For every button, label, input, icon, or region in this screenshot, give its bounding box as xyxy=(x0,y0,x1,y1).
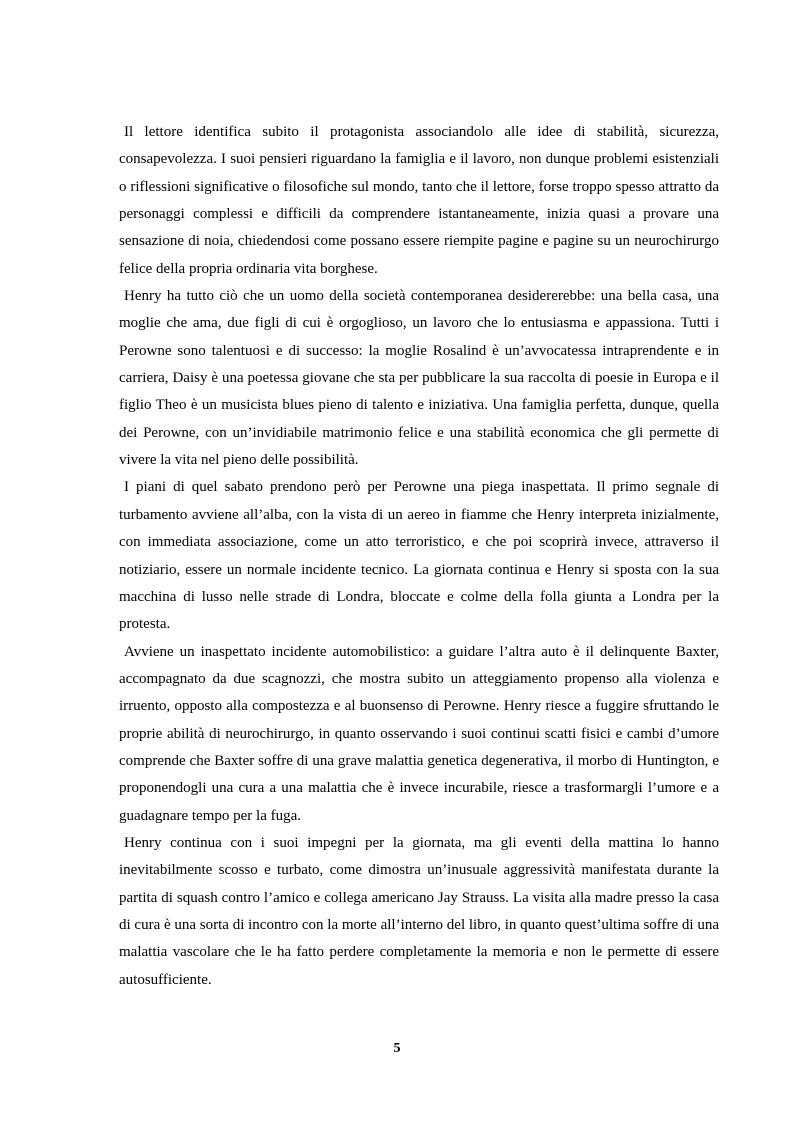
paragraph-saturday: I piani di quel sabato prendono però per Perowne una piega inaspettata. Il primo segnale di turbamento avviene all’alba, con la vista di un aereo in fiamme che Henry interpreta inizialmente, con immediata associazione, come un atto terroristico, e che poi scoprirà invece, attraverso il notiziario, essere un normale incidente tecnico. La giornata continua e Henry si sposta con la sua macchina di lusso nelle strade di Londra, bloccate e colme della folla giunta a Londra per la protesta. xyxy=(119,479,719,633)
page-number: 5 xyxy=(393,1041,401,1056)
paragraph-family: Henry ha tutto ciò che un uomo della società contemporanea desidererebbe: una bella casa, una moglie che ama, due figli di cui è orgoglioso, un lavoro che lo entusiasma e appassiona. Tutti i Perowne sono talentuosi e di successo: la moglie Rosalind è un’avvocatessa intraprendente e in carriera, Daisy è una poetessa giovane che sta per pubblicare la sua raccolta di poesie in Europa e il figlio Theo è un musicista blues pieno di talento e iniziativa. Una famiglia perfetta, dunque, quella dei Perowne, con un’invidiabile matrimonio felice e una stabilità economica che gli permette di vivere la vita nel pieno delle possibilità. xyxy=(119,288,719,469)
paragraph-squash-mother: Henry continua con i suoi impegni per la giornata, ma gli eventi della mattina lo hanno inevitabilmente scosso e turbato, come dimostra un’inusuale aggressività manifestata durante la partita di squash contro l’amico e collega americano Jay Strauss. La visita alla madre presso la casa di cura è una sorta di incontro con la morte all’interno del libro, in quanto quest’ultima soffre di una malattia vascolare che le ha fatto perdere completamente la memoria e non le permette di essere autosufficiente. xyxy=(119,834,719,988)
page-body xyxy=(119,119,719,994)
paragraph-protagonist: Il lettore identifica subito il protagonista associandolo alle idee di stabilità, sicurezza, consapevolezza. I suoi pensieri riguardano la famiglia e il lavoro, non dunque problemi esistenziali o riflessioni significative o filosofiche sul mondo, tanto che il lettore, forse troppo spesso attratto da personaggi complessi e difficili da comprendere istantaneamente, inizia quasi a provare una sensazione di noia, chiedendosi come possano essere riempite pagine e pagine su un neurochirurgo felice della propria ordinaria vita borghese. xyxy=(119,124,719,277)
paragraph-accident: Avviene un inaspettato incidente automobilistico: a guidare l’altra auto è il delinquente Baxter, accompagnato da due scagnozzi, che mostra subito un atteggiamento propenso alla violenza e irruento, opposto alla compostezza e al buonsenso di Perowne. Henry riesce a fuggire sfruttando le proprie abilità di neurochirurgo, in quanto osservando i suoi continui scatti fisici e cambi d’umore comprende che Baxter soffre di una grave malattia genetica degenerativa, il morbo di Huntington, e proponendogli una cura a una malattia che è invece incurabile, riesce a trasformargli l’umore e a guadagnare tempo per la fuga. xyxy=(119,643,719,824)
